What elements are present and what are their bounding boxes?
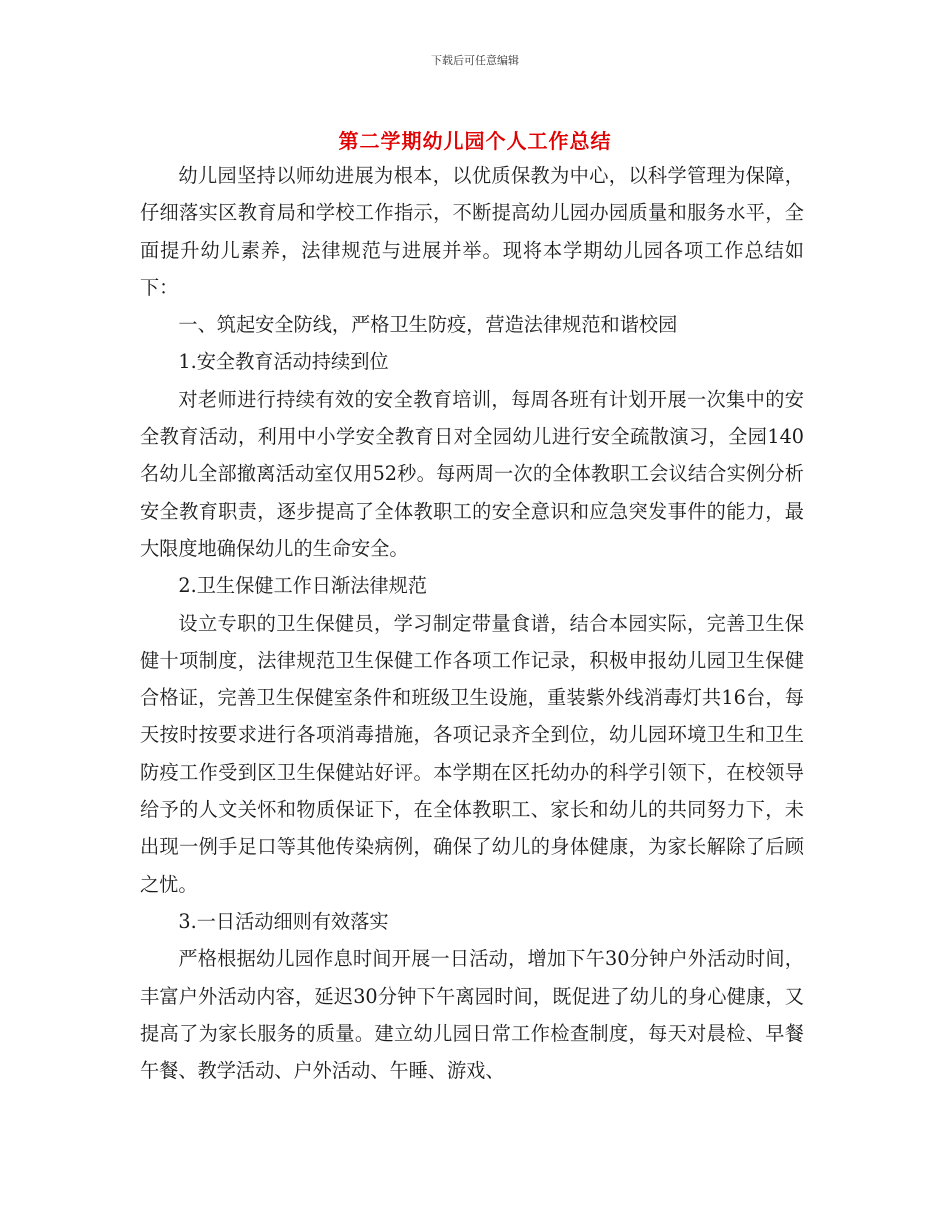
safety-education-paragraph: 对老师进行持续有效的安全教育培训，每周各班有计划开展一次集中的安全教育活动，利用中小学安全教育日对全园幼儿进行安全疏散演习，全园140名幼儿全部撤离活动室仅用52秒。每两周一次的全体教职工会议结合实例分析安全教育职责，逐步提高了全体教职工的安全意识和应急突发事件的能力，最大限度地确保幼儿的生命安全。 <box>140 387 804 560</box>
subheading-health-care: 2.卫生保健工作日渐法律规范 <box>178 574 427 598</box>
section-heading-1: 一、筑起安全防线，严格卫生防疫，营造法律规范和谐校园 <box>178 313 678 337</box>
subheading-safety-education: 1.安全教育活动持续到位 <box>178 350 389 374</box>
document-body <box>140 157 804 1089</box>
page-header: 下载后可任意编辑 <box>431 54 519 67</box>
intro-paragraph: 幼儿园坚持以师幼进展为根本，以优质保教为中心，以科学管理为保障，仔细落实区教育局和学校工作指示，不断提高幼儿园办园质量和服务水平，全面提升幼儿素养，法律规范与进展并举。现将本学期幼儿园各项工作总结如下： <box>140 164 804 299</box>
subheading-daily-activities: 3.一日活动细则有效落实 <box>178 909 389 933</box>
health-care-paragraph: 设立专职的卫生保健员，学习制定带量食谱，结合本园实际，完善卫生保健十项制度，法律规范卫生保健工作各项工作记录，积极申报幼儿园卫生保健合格证，完善卫生保健室条件和班级卫生设施，重装紫外线消毒灯共16台，每天按时按要求进行各项消毒措施，各项记录齐全到位，幼儿园环境卫生和卫生防疫工作受到区卫生保健站好评。本学期在区托幼办的科学引领下，在校领导给予的人文关怀和物质保证下，在全体教职工、家长和幼儿的共同努力下，未出现一例手足口等其他传染病例，确保了幼儿的身体健康，为家长解除了后顾之忧。 <box>140 611 804 896</box>
daily-activities-paragraph: 严格根据幼儿园作息时间开展一日活动，增加下午30分钟户外活动时间，丰富户外活动内容，延迟30分钟下午离园时间，既促进了幼儿的身心健康，又提高了为家长服务的质量。建立幼儿园日常工作检查制度，每天对晨检、早餐午餐、教学活动、户外活动、午睡、游戏、 <box>140 947 804 1083</box>
document-title: 第二学期幼儿园个人工作总结 <box>338 129 612 154</box>
